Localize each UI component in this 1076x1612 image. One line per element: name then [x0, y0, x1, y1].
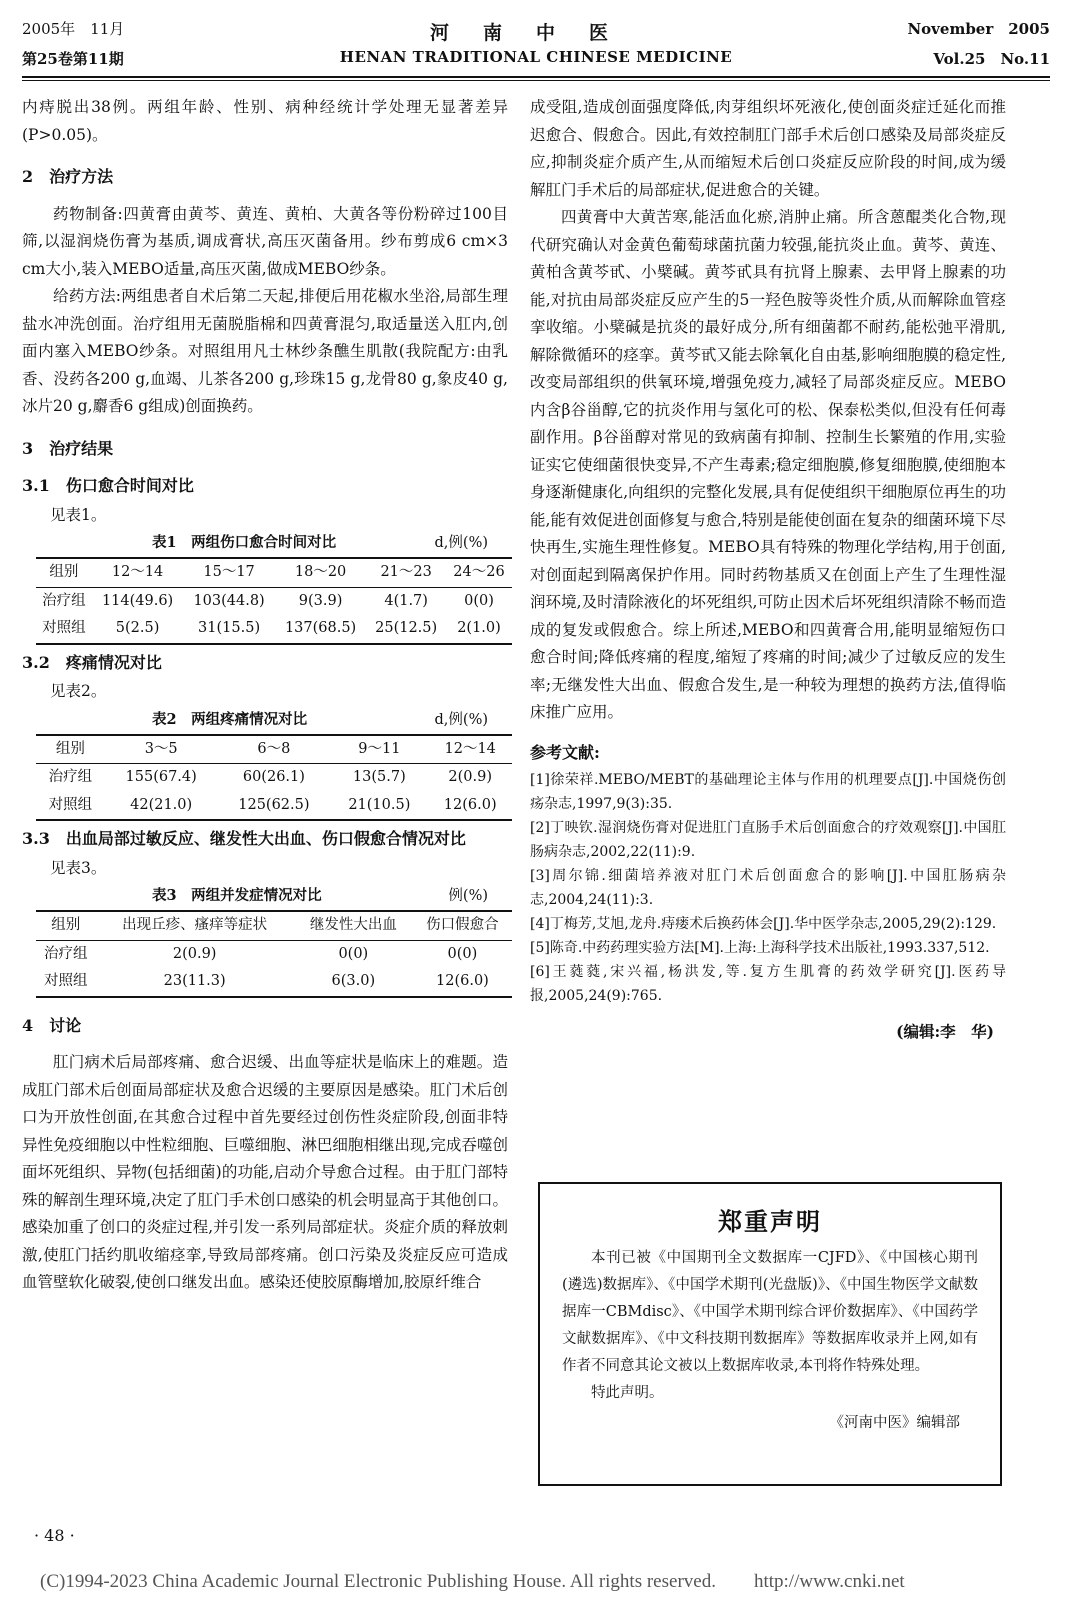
table-cell: 5(2.5) [115, 620, 160, 636]
header-rule [22, 80, 1050, 81]
table-cell: 治疗组 [44, 945, 88, 962]
section-3-3-heading: 3.3 出血局部过敏反应、继发性大出血、伤口假愈合情况对比 [22, 829, 466, 848]
table-row [36, 792, 512, 821]
table-cell: 2(0.9) [448, 769, 493, 785]
journal-title-en: HENAN TRADITIONAL CHINESE MEDICINE [339, 48, 733, 66]
reference-item: [1]徐荣祥.MEBO/MEBT的基础理论主体与作用的机理要点[J].中国烧伤创疡杂志,1997,9(3):35. [530, 772, 1006, 812]
table-1-title: 表1 两组伤口愈合时间对比 [152, 534, 337, 551]
page-number: · 48 · [34, 1526, 75, 1545]
see-table-3: 见表3。 [50, 858, 107, 877]
table-header-cell: 3～5 [144, 740, 178, 757]
table-cell: 114(49.6) [101, 592, 174, 609]
header-date-en: November 2005 [907, 20, 1050, 38]
table-cell: 12(6.0) [436, 973, 489, 989]
running-header [22, 18, 1050, 78]
table-cell: 0(0) [447, 945, 478, 962]
table-cell: 60(26.1) [242, 769, 305, 785]
notice-body [540, 1237, 1000, 1407]
reference-item: [5]陈奇.中药药理实验方法[M].上海:上海科学技术出版社,1993.337,512. [530, 940, 990, 956]
table-cell: 137(68.5) [284, 620, 357, 636]
table-3 [36, 910, 512, 998]
drug-preparation-paragraph: 药物制备:四黄膏由黄芩、黄连、黄柏、大黄各等份粉碎过100目筛,以湿润烧伤膏为基质,调成膏状,高压灭菌备用。纱布剪成6 cm×3 cm大小,装入MEBO适量,高压灭菌,做成MEBO纱条。 [22, 204, 508, 278]
table-cell: 0(0) [338, 945, 369, 962]
reference-item: [3]周尔锦.细菌培养液对肛门术后创面愈合的影响[J].中国肛肠病杂志,2004,24(11):3. [530, 868, 1006, 908]
reference-item: [6]王蕤蕤,宋兴福,杨洪发,等.复方生肌膏的药效学研究[J].医药导报,2005,24(9):765. [530, 964, 1006, 1004]
table-cell: 9(3.9) [298, 592, 343, 609]
table-header-cell: 12～14 [111, 564, 164, 580]
table-cell: 25(12.5) [375, 620, 438, 636]
table-cell: 12(6.0) [443, 796, 497, 813]
table-cell: 125(62.5) [238, 796, 310, 813]
table-cell: 6(3.0) [331, 973, 376, 989]
table-row [36, 615, 512, 644]
table-header-cell: 6～8 [257, 740, 291, 757]
table-3-caption [22, 882, 508, 910]
table-header-cell: 组别 [49, 564, 79, 580]
table-cell: 4(1.7) [384, 592, 428, 609]
journal-title-cn: 河南中医 [429, 22, 642, 44]
reference-item: [2]丁映钦.湿润烧伤膏对促进肛门直肠手术后创面愈合的疗效观察[J].中国肛肠病杂志,2002,22(11):9. [530, 820, 1006, 860]
table-row [36, 764, 512, 792]
table-header-cell: 21～23 [380, 564, 432, 580]
administration-paragraph: 给药方法:两组患者自术后第二天起,排便后用花椒水坐浴,局部生理盐水冲洗创面。治疗组用无菌脱脂棉和四黄膏混匀,取适量送入肛内,创面内塞入MEBO纱条。对照组用凡士林纱条醮生肌散(我院配方:由乳香、没药各200 g,血竭、儿茶各200 g,珍珠15 g,龙骨80 g,象皮40 g,冰片20 g,麝香6 g组成)创面换药。 [22, 287, 508, 415]
reference-item: [4]丁梅芳,艾旭,龙舟.痔瘘术后换药体会[J].华中医学杂志,2005,29(2):129. [530, 916, 997, 932]
mechanism-paragraph: 四黄膏中大黄苦寒,能活血化瘀,消肿止痛。所含蒽醌类化合物,现代研究确认对金黄色葡萄球菌抗菌力较强,能抗炎止血。黄芩、黄连、黄柏含黄芩甙、小檗碱。黄芩甙具有抗肾上腺素、去甲肾上腺素的功能,对抗由局部炎症反应产生的5一羟色胺等炎性介质,从而解除血管痉挛收缩。小檗碱是抗炎的最好成分,所有细菌都不耐药,能松弛平滑肌,解除微循环的痉挛。黄芩甙又能去除氧化自由基,影响细胞膜的稳定性,改变局部组织的供氧环境,增强免疫力,减轻了局部炎症反应。MEBO内含β谷甾醇,它的抗炎作用与氢化可的松、保泰松类似,但没有任何毒副作用。β谷甾醇对常见的致病菌有抑制、控制生长繁殖的作用,实验证实它使细菌很快变异,不产生毒素;稳定细胞膜,修复细胞膜,使细胞本身逐渐健康化,向组织的完整化发展,具有促使组织干细胞原位再生的功能,能有效促进创面修复与愈合,特别是能使创面在复杂的细菌环境下尽快再生,实施生理性修复。MEBO具有特殊的物理化学结构,用于创面,对创面起到隔离保护作用。同时药物基质又在创面上产生了生理性湿润环境,及时清除液化的坏死组织,可防止因术后坏死组织清除不畅而造成的复发或假愈合。综上所述,MEBO和四黄膏合用,能明显缩短伤口愈合时间;降低疼痛的程度,缩短了疼痛的时间;减少了过敏反应的发生率;无继发性大出血、假愈合发生,是一种较为理想的换药方法,值得临床推广应用。 [530, 208, 1006, 721]
right-column [530, 94, 1006, 1046]
table-header-cell: 9～11 [358, 740, 401, 757]
table-row [36, 940, 512, 968]
notice-title: 郑重声明 [718, 1207, 822, 1236]
references-list [530, 768, 1006, 1008]
table-2 [36, 734, 512, 822]
table-row [36, 587, 512, 615]
discussion-paragraph: 肛门病术后局部疼痛、愈合迟缓、出血等症状是临床上的难题。造成肛门部术后创面局部症状及愈合迟缓的主要原因是感染。肛门术后创口为开放性创面,在其愈合过程中首先要经过创伤性炎症阶段,创面非特异性免疫细胞以中性粒细胞、巨噬细胞、淋巴细胞相继出现,完成吞噬创面坏死组织、异物(包括细菌)的功能,启动介导愈合过程。由于肛门部特殊的解剖生理环境,决定了肛门手术创口感染的机会明显高于其他创口。感染加重了创口的炎症过程,并引发一系列局部症状。炎症介质的释放刺激,使肛门括约肌收缩痉挛,导致局部疼痛。创口污染及炎症反应可造成血管壁软化破裂,使创口继发出血。感染还使胶原酶增加,胶原纤维合 [22, 1053, 508, 1291]
table-cell: 0(0) [464, 592, 494, 609]
notice-closing: 特此声明。 [591, 1385, 664, 1401]
copyright-footer: (C)1994-2023 China Academic Journal Electronic Publishing House. All rights reserved. http://www.cnki.net [40, 1571, 905, 1592]
section-3-2-heading: 3.2 疼痛情况对比 [22, 652, 162, 672]
table-header-cell: 15～17 [203, 564, 255, 580]
left-column [22, 94, 508, 1297]
table-header-cell: 出现丘疹、瘙痒等症状 [122, 917, 268, 933]
table-cell: 103(44.8) [193, 592, 265, 609]
section-3-heading: 3 治疗结果 [22, 438, 114, 458]
notice-signature: 《河南中医》编辑部 [829, 1415, 960, 1431]
table-cell: 治疗组 [48, 769, 93, 785]
references-heading: 参考文献: [530, 742, 600, 762]
header-volume-en: Vol.25 No.11 [933, 50, 1050, 68]
table-cell: 对照组 [48, 796, 93, 813]
table-cell: 13(5.7) [352, 769, 406, 785]
table-3-title: 表3 两组并发症情况对比 [152, 887, 322, 904]
notice-text: 本刊已被《中国期刊全文数据库一CJFD》、《中国核心期刊(遴选)数据库》、《中国学术期刊(光盘版)》、《中国生物医学文献数据库一CBMdisc》、《中国学术期刊综合评价数据库》、《中国药学文献数据库》、《中文科技期刊数据库》等数据库收录并上网,如有作者不同意其论文被以上数据库收录,本刊将作特殊处理。 [562, 1250, 978, 1374]
table-cell: 对照组 [44, 973, 88, 989]
table-cell: 31(15.5) [198, 620, 261, 636]
table-2-caption [22, 706, 508, 734]
see-table-2: 见表2。 [50, 682, 107, 700]
section-3-1-heading: 3.1 伤口愈合时间对比 [22, 476, 194, 495]
header-date: 2005年 11月 [22, 20, 125, 38]
see-table-1: 见表1。 [50, 505, 107, 524]
table-2-title: 表2 两组疼痛情况对比 [152, 710, 308, 728]
table-1 [36, 557, 512, 645]
table-cell: 对照组 [42, 620, 86, 636]
table-header-cell: 12～14 [444, 740, 496, 757]
table-2-unit: d,例(%) [434, 711, 488, 728]
header-volume: 第25卷第11期 [22, 50, 124, 68]
table-cell: 155(67.4) [125, 769, 197, 785]
table-header-cell: 24～26 [453, 564, 505, 580]
notice-box [538, 1182, 1002, 1486]
table-1-caption [22, 529, 508, 557]
section-2-heading: 2 治疗方法 [22, 167, 114, 186]
table-header-cell: 组别 [51, 917, 81, 933]
editor-credit: (编辑:李 华) [896, 1022, 994, 1041]
table-3-unit: 例(%) [448, 888, 488, 904]
intro-paragraph: 内痔脱出38例。两组年龄、性别、病种经统计学处理无显著差异(P>0.05)。 [22, 98, 508, 144]
table-cell: 2(1.0) [457, 620, 501, 636]
table-header-cell: 继发性大出血 [309, 917, 397, 933]
table-1-unit: d,例(%) [434, 535, 488, 551]
table-cell: 21(10.5) [348, 796, 411, 813]
section-4-heading: 4 讨论 [22, 1015, 82, 1035]
table-header-cell: 18～20 [294, 564, 347, 580]
table-cell: 42(21.0) [130, 796, 193, 813]
discussion-continued-paragraph: 成受阻,造成创面强度降低,肉芽组织坏死液化,使创面炎症迁延化而推迟愈合、假愈合。因此,有效控制肛门部手术后创口感染及局部炎症反应,抑制炎症介质产生,从而缩短术后创口炎症反应阶段的时间,成为缓解肛门手术后的局部症状,促进愈合的关键。 [530, 98, 1006, 199]
table-row [36, 968, 512, 997]
table-cell: 治疗组 [42, 592, 86, 609]
table-cell: 23(11.3) [163, 973, 226, 989]
table-header-cell: 伤口假愈合 [426, 917, 499, 933]
table-header-cell: 组别 [55, 740, 85, 757]
table-cell: 2(0.9) [172, 945, 217, 962]
